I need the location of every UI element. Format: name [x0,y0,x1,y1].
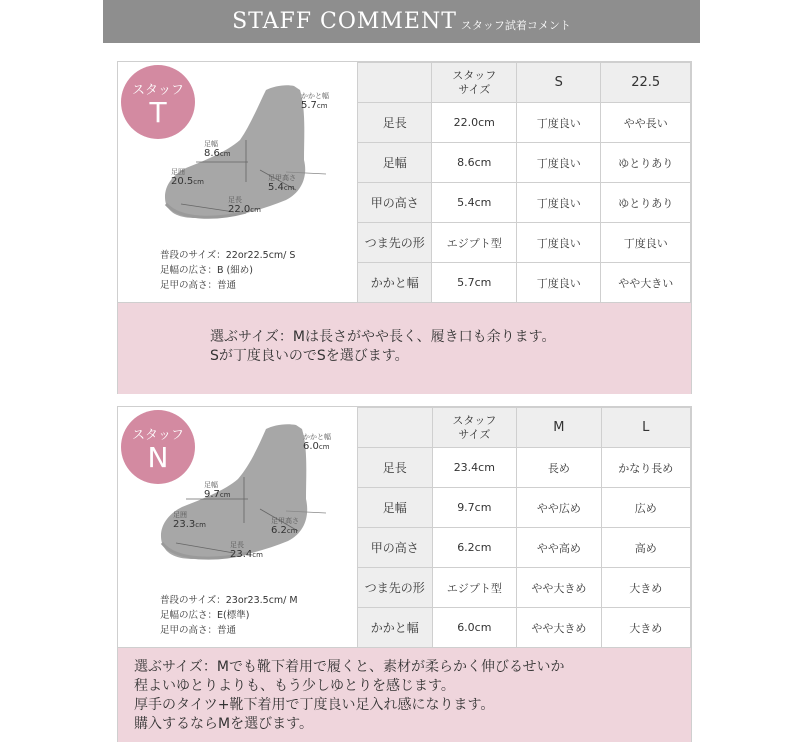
badge-label: スタッフ [131,83,184,98]
staff-t-foot-panel [118,62,357,302]
badge-letter: N [147,441,169,474]
usual-instep: 足甲の高さ：普通 [160,280,237,291]
table-row: 足幅 8.6cm 丁度良い ゆとりあり [358,143,691,183]
col-size-2: 22.5 [601,63,691,103]
col-staff-size: スタッフ サイズ [432,408,517,448]
usual-width: 足幅の広さ：E(標準) [160,610,250,621]
table-row: 足長 23.4cm 長め かなり長め [358,448,691,488]
comment-line: Sが丁度良いのでSを選びます。 [210,348,409,364]
badge-letter: T [149,96,167,129]
col-size-1: M [517,408,601,448]
staff-n-comment-box [118,647,691,742]
instep-height-label: 足甲高さ 6.2cm [271,517,299,536]
instep-height-label: 足甲高さ 5.4cm [268,174,296,193]
staff-t-fit-table [357,62,691,303]
header-subtitle: スタッフ試着コメント [460,18,571,32]
staff-n-fit-table [357,407,691,648]
foot-length-label: 足長 22.0cm [228,196,261,215]
staff-t-section [117,61,692,394]
badge-label: スタッフ [131,428,184,443]
comment-line: 選ぶサイズ：Mは長さがやや長く、履き口も余ります。 [210,329,556,345]
table-row: 甲の高さ 5.4cm 丁度良い ゆとりあり [358,183,691,223]
usual-size-info [160,248,295,293]
usual-size: 普段のサイズ：22or22.5cm/ S [160,250,296,261]
foot-width-label: 足幅 8.6cm [204,140,231,159]
table-corner [358,63,432,103]
heel-width-label: かかと幅 5.7cm [301,92,329,111]
table-row: 足幅 9.7cm やや広め 広め [358,488,691,528]
table-row: つま先の形 エジプト型 丁度良い 丁度良い [358,223,691,263]
comment-line: 選ぶサイズ：Mでも靴下着用で履くと、素材が柔らかく伸びるせいか [134,659,565,675]
comment-line: 購入するならMを選びます。 [134,716,313,732]
usual-size: 普段のサイズ：23or23.5cm/ M [160,595,298,606]
table-row: 甲の高さ 6.2cm やや高め 高め [358,528,691,568]
table-row: つま先の形 エジプト型 やや大きめ 大きめ [358,568,691,608]
staff-t-comment-box [118,302,691,394]
table-row: かかと幅 5.7cm 丁度良い やや大きい [358,263,691,303]
usual-size-info [160,593,298,638]
ball-girth-label: 足囲 20.5cm [171,168,204,187]
foot-length-label: 足長 23.4cm [230,541,263,560]
col-staff-size: スタッフ サイズ [432,63,517,103]
comment-line: 厚手のタイツ+靴下着用で丁度良い足入れ感になります。 [134,697,495,713]
header-title: STAFF COMMENT [232,9,457,34]
ball-girth-label: 足囲 23.3cm [173,511,206,530]
usual-width: 足幅の広さ：B (細め) [160,265,253,276]
table-row: 足長 22.0cm 丁度良い やや長い [358,103,691,143]
heel-width-label: かかと幅 6.0cm [303,433,331,452]
col-size-2: L [601,408,690,448]
staff-n-foot-panel [118,407,357,637]
staff-n-section [117,406,692,742]
staff-comment-header [103,0,700,43]
usual-instep: 足甲の高さ：普通 [160,625,237,636]
table-row: かかと幅 6.0cm やや大きめ 大きめ [358,608,691,648]
table-corner [358,408,433,448]
col-size-1: S [517,63,601,103]
comment-line: 程よいゆとりよりも、もう少しゆとりを感じます。 [134,678,455,694]
foot-width-label: 足幅 9.7cm [204,481,231,500]
